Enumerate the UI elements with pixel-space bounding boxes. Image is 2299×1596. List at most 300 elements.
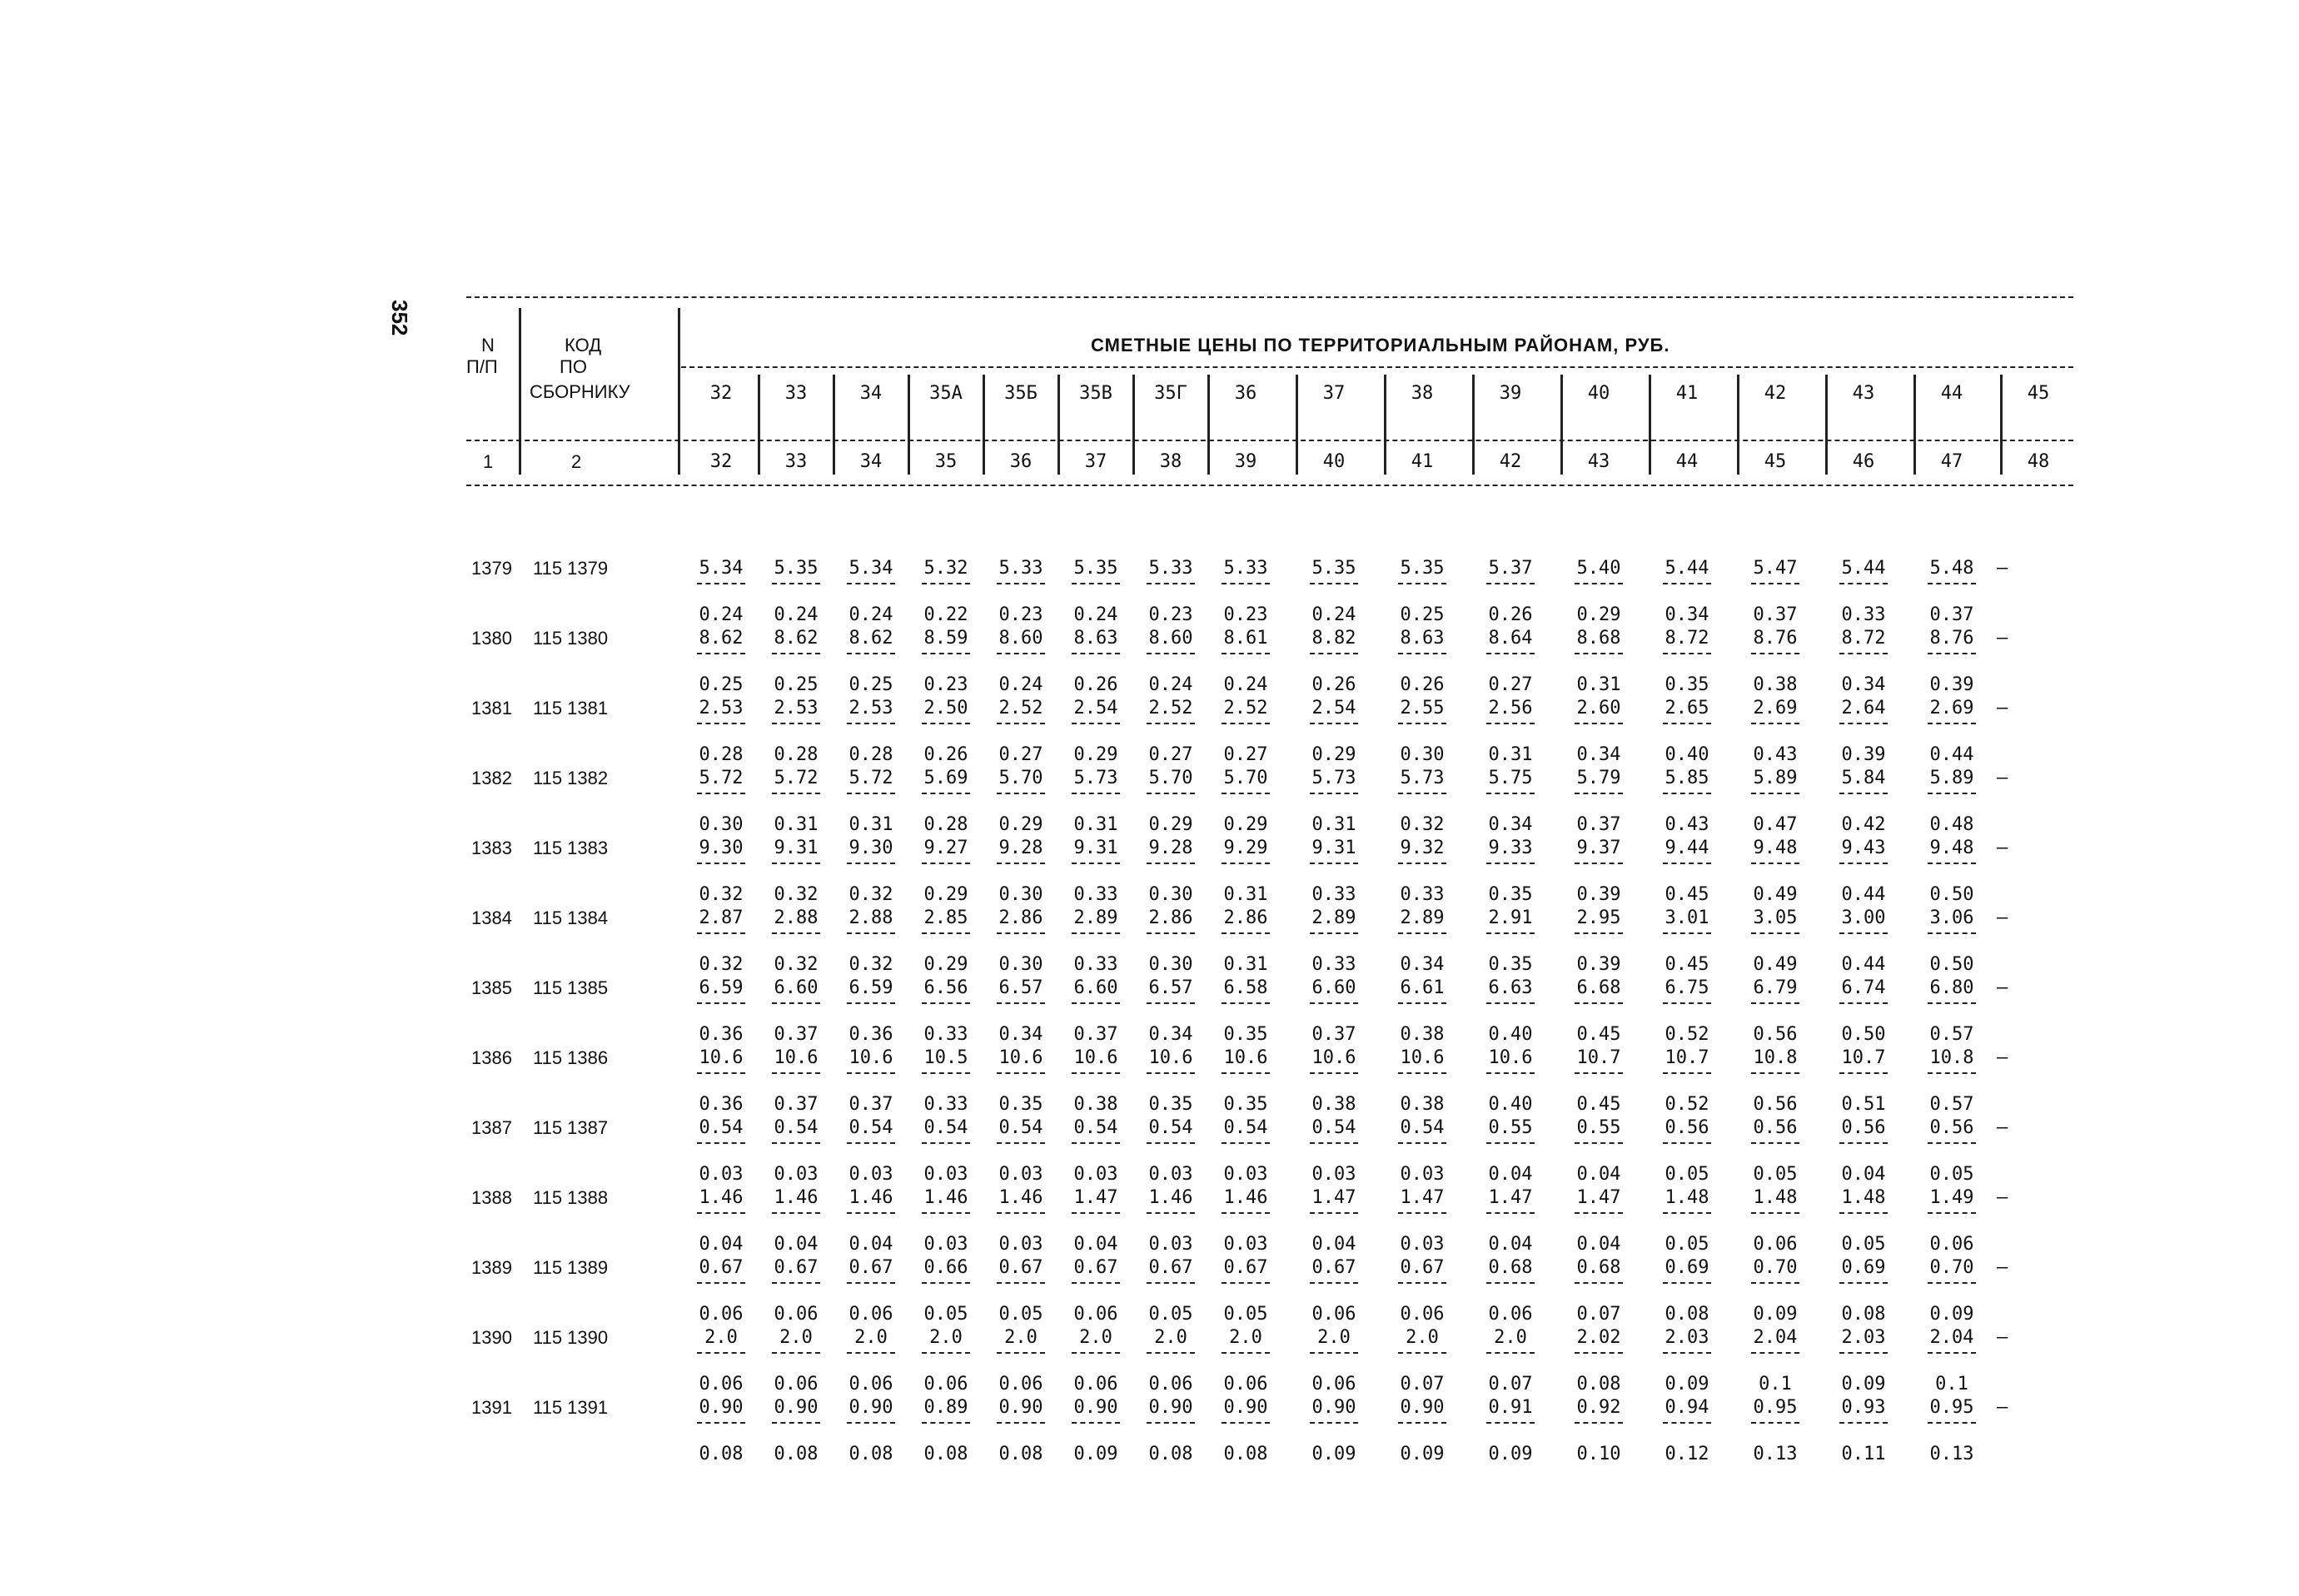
cell-value: 9.43 bbox=[1841, 838, 1886, 858]
cell-value-sub: 0.23 bbox=[923, 674, 968, 695]
cell-value-sub: 0.1 bbox=[1935, 1374, 1968, 1395]
fraction-bar bbox=[1839, 932, 1888, 934]
district-divider bbox=[1057, 375, 1060, 475]
fraction-bar bbox=[1751, 1002, 1799, 1004]
fraction-bar bbox=[1310, 1002, 1358, 1004]
cell-value: 5.34 bbox=[699, 558, 744, 579]
cell-value: 2.04 bbox=[1753, 1327, 1798, 1348]
cell-value-sub: 0.04 bbox=[1576, 1234, 1621, 1255]
cell-value: 10.6 bbox=[1311, 1047, 1356, 1068]
district-divider bbox=[1913, 375, 1916, 475]
cell-value: 0.56 bbox=[1665, 1117, 1709, 1138]
cell-value-sub: 0.29 bbox=[1148, 814, 1193, 835]
cell-value-sub: 0.06 bbox=[848, 1374, 893, 1395]
cell-value-sub: 0.48 bbox=[1929, 814, 1974, 835]
fraction-bar bbox=[1751, 1142, 1799, 1144]
district-header-9: 37 bbox=[1322, 383, 1346, 404]
fraction-bar bbox=[1222, 863, 1270, 864]
fraction-bar bbox=[922, 932, 970, 934]
cell-value: 0.54 bbox=[1223, 1117, 1268, 1138]
cell-value-sub: 0.08 bbox=[774, 1444, 819, 1464]
cell-value-sub: 0.03 bbox=[923, 1234, 968, 1255]
cell-value: 1.46 bbox=[1148, 1187, 1193, 1208]
cell-value-sub: 0.40 bbox=[1488, 1024, 1533, 1045]
fraction-bar bbox=[847, 793, 895, 794]
cell-value: 6.56 bbox=[923, 977, 968, 998]
fraction-bar bbox=[1072, 583, 1120, 584]
cell-value: 2.52 bbox=[998, 698, 1043, 718]
cell-value: 9.33 bbox=[1488, 838, 1533, 858]
cell-value-sub: 0.24 bbox=[1311, 604, 1356, 625]
fraction-bar bbox=[1663, 793, 1711, 794]
fraction-bar bbox=[1486, 1212, 1535, 1214]
page-number: 352 bbox=[387, 300, 412, 336]
cell-value: 5.70 bbox=[1148, 768, 1193, 788]
cell-value: 5.34 bbox=[848, 558, 893, 579]
cell-value-sub: 0.30 bbox=[1148, 884, 1193, 905]
cell-value: 2.95 bbox=[1576, 907, 1621, 928]
cell-value: 10.6 bbox=[998, 1047, 1043, 1068]
fraction-bar bbox=[697, 863, 745, 864]
fraction-bar bbox=[1928, 1212, 1976, 1214]
cell-value-sub: 0.36 bbox=[699, 1024, 744, 1045]
district-divider bbox=[2000, 375, 2003, 475]
cell-value-sub: 0.13 bbox=[1929, 1444, 1974, 1464]
cell-value-sub: 0.52 bbox=[1665, 1094, 1709, 1115]
cell-value: 6.80 bbox=[1929, 977, 1974, 998]
cell-value: 2.53 bbox=[774, 698, 819, 718]
fraction-bar bbox=[1751, 583, 1799, 584]
cell-value: 2.03 bbox=[1841, 1327, 1886, 1348]
empty-cell-dash: – bbox=[1997, 1327, 2008, 1348]
fraction-bar bbox=[1398, 1212, 1446, 1214]
fraction-bar bbox=[1310, 1282, 1358, 1284]
cell-value-sub: 0.35 bbox=[1665, 674, 1709, 695]
cell-value: 0.90 bbox=[1223, 1397, 1268, 1418]
cell-value: 0.67 bbox=[699, 1257, 744, 1278]
cell-value: 2.02 bbox=[1576, 1327, 1621, 1348]
fraction-bar bbox=[1147, 932, 1195, 934]
cell-value: 9.48 bbox=[1929, 838, 1974, 858]
cell-value-sub: 0.05 bbox=[1665, 1164, 1709, 1185]
fraction-bar bbox=[1928, 1072, 1976, 1074]
cell-value: 6.57 bbox=[1148, 977, 1193, 998]
cell-value: 1.46 bbox=[923, 1187, 968, 1208]
row-code: 115 1385 bbox=[533, 977, 609, 998]
fraction-bar bbox=[1147, 1352, 1195, 1354]
cell-value: 0.67 bbox=[774, 1257, 819, 1278]
fraction-bar bbox=[772, 1212, 820, 1214]
cell-value: 8.64 bbox=[1488, 628, 1533, 649]
cell-value: 9.31 bbox=[1073, 838, 1118, 858]
cell-value: 0.56 bbox=[1929, 1117, 1974, 1138]
fraction-bar bbox=[1839, 1002, 1888, 1004]
cell-value: 2.0 bbox=[1494, 1327, 1527, 1348]
fraction-bar bbox=[847, 1072, 895, 1074]
district-divider bbox=[1472, 375, 1475, 475]
cell-value: 6.58 bbox=[1223, 977, 1268, 998]
fraction-bar bbox=[1222, 1352, 1270, 1354]
cell-value: 2.0 bbox=[1004, 1327, 1038, 1348]
fraction-bar bbox=[1928, 583, 1976, 584]
cell-value: 5.89 bbox=[1929, 768, 1974, 788]
cell-value: 5.44 bbox=[1841, 558, 1886, 579]
row-code: 115 1379 bbox=[533, 558, 609, 579]
cell-value: 2.56 bbox=[1488, 698, 1533, 718]
district-divider bbox=[1737, 375, 1739, 475]
fraction-bar bbox=[1663, 1282, 1711, 1284]
cell-value-sub: 0.06 bbox=[1073, 1304, 1118, 1325]
cell-value: 9.31 bbox=[1311, 838, 1356, 858]
cell-value-sub: 0.50 bbox=[1929, 884, 1974, 905]
cell-value: 1.48 bbox=[1753, 1187, 1798, 1208]
col-code-heading: КОД bbox=[565, 335, 602, 355]
cell-value-sub: 0.03 bbox=[848, 1164, 893, 1185]
cell-value-sub: 0.35 bbox=[998, 1094, 1043, 1115]
fraction-bar bbox=[997, 1142, 1045, 1144]
fraction-bar bbox=[1928, 932, 1976, 934]
index-left-2: 2 bbox=[571, 451, 582, 472]
cell-value-sub: 0.05 bbox=[998, 1304, 1043, 1325]
cell-value-sub: 0.37 bbox=[1576, 814, 1621, 835]
cell-value-sub: 0.45 bbox=[1665, 954, 1709, 975]
cell-value-sub: 0.43 bbox=[1753, 744, 1798, 765]
cell-value-sub: 0.36 bbox=[848, 1024, 893, 1045]
cell-value-sub: 0.32 bbox=[774, 954, 819, 975]
fraction-bar bbox=[1839, 863, 1888, 864]
cell-value: 3.06 bbox=[1929, 907, 1974, 928]
cell-value-sub: 0.39 bbox=[1576, 954, 1621, 975]
cell-value: 1.48 bbox=[1841, 1187, 1886, 1208]
cell-value: 5.70 bbox=[998, 768, 1043, 788]
cell-value-sub: 0.08 bbox=[923, 1444, 968, 1464]
empty-cell-dash: – bbox=[1997, 768, 2008, 788]
cell-value: 0.70 bbox=[1753, 1257, 1798, 1278]
fraction-bar bbox=[1751, 1212, 1799, 1214]
cell-value-sub: 0.07 bbox=[1488, 1374, 1533, 1395]
cell-value-sub: 0.04 bbox=[1488, 1234, 1533, 1255]
cell-value: 0.94 bbox=[1665, 1397, 1709, 1418]
fraction-bar bbox=[1072, 1352, 1120, 1354]
cell-value-sub: 0.56 bbox=[1753, 1024, 1798, 1045]
cell-value: 2.04 bbox=[1929, 1327, 1974, 1348]
fraction-bar bbox=[697, 1072, 745, 1074]
fraction-bar bbox=[847, 1352, 895, 1354]
cell-value: 9.48 bbox=[1753, 838, 1798, 858]
cell-value-sub: 0.44 bbox=[1841, 884, 1886, 905]
cell-value: 5.79 bbox=[1576, 768, 1621, 788]
cell-value: 0.95 bbox=[1929, 1397, 1974, 1418]
fraction-bar bbox=[1839, 1072, 1888, 1074]
cell-value: 2.0 bbox=[929, 1327, 963, 1348]
cell-value: 5.72 bbox=[699, 768, 744, 788]
cell-value: 8.62 bbox=[699, 628, 744, 649]
cell-value-sub: 0.26 bbox=[923, 744, 968, 765]
district-header-5: 35Б bbox=[1004, 383, 1038, 404]
fraction-bar bbox=[1147, 1212, 1195, 1214]
fraction-bar bbox=[1751, 793, 1799, 794]
empty-cell-dash: – bbox=[1997, 1117, 2008, 1138]
cell-value-sub: 0.24 bbox=[1223, 674, 1268, 695]
fraction-bar bbox=[697, 1142, 745, 1144]
cell-value-sub: 0.40 bbox=[1488, 1094, 1533, 1115]
cell-value: 9.29 bbox=[1223, 838, 1268, 858]
cell-value: 5.73 bbox=[1311, 768, 1356, 788]
cell-value-sub: 0.23 bbox=[1148, 604, 1193, 625]
cell-value-sub: 0.24 bbox=[998, 674, 1043, 695]
cell-value: 9.31 bbox=[774, 838, 819, 858]
cell-value: 9.28 bbox=[998, 838, 1043, 858]
cell-value: 6.61 bbox=[1400, 977, 1445, 998]
header-bottom-rule bbox=[466, 485, 2073, 486]
empty-cell-dash: – bbox=[1997, 838, 2008, 858]
cell-value: 0.90 bbox=[774, 1397, 819, 1418]
cell-value: 2.03 bbox=[1665, 1327, 1709, 1348]
cell-value: 0.69 bbox=[1841, 1257, 1886, 1278]
cell-value-sub: 0.03 bbox=[1148, 1164, 1193, 1185]
cell-value: 2.50 bbox=[923, 698, 968, 718]
district-header-16: 44 bbox=[1940, 383, 1963, 404]
row-code: 115 1381 bbox=[533, 698, 609, 718]
cell-value-sub: 0.25 bbox=[699, 674, 744, 695]
fraction-bar bbox=[1663, 1002, 1711, 1004]
index-col-6: 37 bbox=[1084, 451, 1107, 472]
index-col-11: 42 bbox=[1499, 451, 1522, 472]
cell-value: 5.75 bbox=[1488, 768, 1533, 788]
cell-value: 1.46 bbox=[998, 1187, 1043, 1208]
fraction-bar bbox=[847, 723, 895, 724]
cell-value-sub: 0.09 bbox=[1841, 1374, 1886, 1395]
fraction-bar bbox=[772, 1422, 820, 1424]
cell-value-sub: 0.04 bbox=[1841, 1164, 1886, 1185]
fraction-bar bbox=[922, 863, 970, 864]
fraction-bar bbox=[1663, 1072, 1711, 1074]
cell-value: 2.89 bbox=[1073, 907, 1118, 928]
cell-value-sub: 0.06 bbox=[774, 1304, 819, 1325]
cell-value: 0.90 bbox=[699, 1397, 744, 1418]
cell-value: 0.54 bbox=[1311, 1117, 1356, 1138]
fraction-bar bbox=[1751, 653, 1799, 654]
cell-value-sub: 0.37 bbox=[1753, 604, 1798, 625]
cell-value-sub: 0.31 bbox=[1488, 744, 1533, 765]
fraction-bar bbox=[1222, 793, 1270, 794]
fraction-bar bbox=[1222, 723, 1270, 724]
cell-value: 0.90 bbox=[1311, 1397, 1356, 1418]
row-code: 115 1380 bbox=[533, 628, 609, 649]
fraction-bar bbox=[1398, 793, 1446, 794]
cell-value-sub: 0.34 bbox=[1665, 604, 1709, 625]
cell-value: 9.30 bbox=[848, 838, 893, 858]
header-mid-rule bbox=[681, 366, 2073, 368]
fraction-bar bbox=[1486, 932, 1535, 934]
cell-value-sub: 0.31 bbox=[1576, 674, 1621, 695]
fraction-bar bbox=[1310, 723, 1358, 724]
fraction-bar bbox=[1072, 932, 1120, 934]
fraction-bar bbox=[1222, 1072, 1270, 1074]
district-header-11: 39 bbox=[1499, 383, 1522, 404]
fraction-bar bbox=[1928, 723, 1976, 724]
cell-value: 0.91 bbox=[1488, 1397, 1533, 1418]
cell-value: 1.47 bbox=[1073, 1187, 1118, 1208]
index-col-14: 45 bbox=[1764, 451, 1787, 472]
cell-value: 5.48 bbox=[1929, 558, 1974, 579]
fraction-bar bbox=[1147, 863, 1195, 864]
cell-value: 2.0 bbox=[1154, 1327, 1187, 1348]
row-number: 1383 bbox=[471, 838, 512, 858]
cell-value: 1.47 bbox=[1488, 1187, 1533, 1208]
cell-value: 0.90 bbox=[1073, 1397, 1118, 1418]
row-number: 1388 bbox=[471, 1187, 512, 1208]
cell-value-sub: 0.03 bbox=[1311, 1164, 1356, 1185]
cell-value-sub: 0.03 bbox=[1223, 1234, 1268, 1255]
district-header-10: 38 bbox=[1411, 383, 1434, 404]
cell-value-sub: 0.24 bbox=[774, 604, 819, 625]
fraction-bar bbox=[1928, 1142, 1976, 1144]
cell-value-sub: 0.33 bbox=[1311, 954, 1356, 975]
cell-value-sub: 0.08 bbox=[699, 1444, 744, 1464]
cell-value-sub: 0.25 bbox=[1400, 604, 1445, 625]
cell-value-sub: 0.06 bbox=[923, 1374, 968, 1395]
cell-value-sub: 0.09 bbox=[1929, 1304, 1974, 1325]
cell-value-sub: 0.09 bbox=[1311, 1444, 1356, 1464]
fraction-bar bbox=[1839, 793, 1888, 794]
fraction-bar bbox=[922, 723, 970, 724]
fraction-bar bbox=[772, 793, 820, 794]
row-code: 115 1387 bbox=[533, 1117, 609, 1138]
cell-value: 2.88 bbox=[774, 907, 819, 928]
cell-value-sub: 0.29 bbox=[1223, 814, 1268, 835]
row-number: 1386 bbox=[471, 1047, 512, 1068]
fraction-bar bbox=[1575, 1142, 1623, 1144]
empty-cell-dash: – bbox=[1997, 698, 2008, 718]
cell-value: 5.35 bbox=[1073, 558, 1118, 579]
fraction-bar bbox=[1072, 1142, 1120, 1144]
cell-value-sub: 0.31 bbox=[1073, 814, 1118, 835]
index-col-2: 33 bbox=[784, 451, 808, 472]
cell-value: 8.76 bbox=[1929, 628, 1974, 649]
row-number: 1379 bbox=[471, 558, 512, 579]
cell-value-sub: 0.26 bbox=[1400, 674, 1445, 695]
fraction-bar bbox=[997, 1072, 1045, 1074]
cell-value: 0.67 bbox=[848, 1257, 893, 1278]
fraction-bar bbox=[922, 653, 970, 654]
fraction-bar bbox=[1486, 653, 1535, 654]
fraction-bar bbox=[1072, 1282, 1120, 1284]
cell-value: 6.68 bbox=[1576, 977, 1621, 998]
cell-value-sub: 0.34 bbox=[1841, 674, 1886, 695]
fraction-bar bbox=[1663, 932, 1711, 934]
cell-value-sub: 0.35 bbox=[1488, 884, 1533, 905]
fraction-bar bbox=[1928, 653, 1976, 654]
cell-value-sub: 0.32 bbox=[848, 954, 893, 975]
fraction-bar bbox=[1222, 1422, 1270, 1424]
cell-value-sub: 0.33 bbox=[1400, 884, 1445, 905]
fraction-bar bbox=[1928, 1282, 1976, 1284]
cell-value: 0.68 bbox=[1576, 1257, 1621, 1278]
cell-value-sub: 0.31 bbox=[1223, 954, 1268, 975]
cell-value-sub: 0.30 bbox=[1148, 954, 1193, 975]
cell-value-sub: 0.04 bbox=[848, 1234, 893, 1255]
cell-value: 1.47 bbox=[1576, 1187, 1621, 1208]
fraction-bar bbox=[772, 863, 820, 864]
cell-value-sub: 0.38 bbox=[1400, 1024, 1445, 1045]
cell-value-sub: 0.35 bbox=[1148, 1094, 1193, 1115]
fraction-bar bbox=[697, 932, 745, 934]
fraction-bar bbox=[1839, 723, 1888, 724]
cell-value-sub: 0.11 bbox=[1841, 1444, 1886, 1464]
fraction-bar bbox=[847, 863, 895, 864]
cell-value: 5.35 bbox=[1311, 558, 1356, 579]
cell-value: 2.0 bbox=[1406, 1327, 1439, 1348]
cell-value: 5.33 bbox=[998, 558, 1043, 579]
district-divider bbox=[1296, 375, 1298, 475]
table-title: СМЕТНЫЕ ЦЕНЫ ПО ТЕРРИТОРИАЛЬНЫМ РАЙОНАМ, РУБ. bbox=[1091, 335, 1670, 355]
fraction-bar bbox=[847, 932, 895, 934]
fraction-bar bbox=[1575, 583, 1623, 584]
cell-value-sub: 0.04 bbox=[1576, 1164, 1621, 1185]
district-header-15: 43 bbox=[1852, 383, 1875, 404]
fraction-bar bbox=[772, 1282, 820, 1284]
cell-value-sub: 0.08 bbox=[848, 1444, 893, 1464]
fraction-bar bbox=[1575, 1002, 1623, 1004]
cell-value-sub: 0.33 bbox=[1311, 884, 1356, 905]
cell-value: 2.0 bbox=[854, 1327, 888, 1348]
cell-value: 5.40 bbox=[1576, 558, 1621, 579]
fraction-bar bbox=[847, 1422, 895, 1424]
cell-value-sub: 0.04 bbox=[699, 1234, 744, 1255]
fraction-bar bbox=[1751, 723, 1799, 724]
fraction-bar bbox=[1575, 932, 1623, 934]
fraction-bar bbox=[1398, 1072, 1446, 1074]
cell-value-sub: 0.38 bbox=[1753, 674, 1798, 695]
row-number: 1385 bbox=[471, 977, 512, 998]
fraction-bar bbox=[1310, 1422, 1358, 1424]
cell-value: 0.54 bbox=[1400, 1117, 1445, 1138]
cell-value-sub: 0.05 bbox=[1665, 1234, 1709, 1255]
fraction-bar bbox=[1398, 583, 1446, 584]
cell-value-sub: 0.34 bbox=[1488, 814, 1533, 835]
cell-value: 2.55 bbox=[1400, 698, 1445, 718]
cell-value-sub: 0.31 bbox=[1223, 884, 1268, 905]
fraction-bar bbox=[1072, 863, 1120, 864]
index-col-9: 40 bbox=[1322, 451, 1346, 472]
fraction-bar bbox=[1398, 863, 1446, 864]
cell-value: 2.86 bbox=[1148, 907, 1193, 928]
row-code: 115 1386 bbox=[533, 1047, 609, 1068]
cell-value: 6.60 bbox=[774, 977, 819, 998]
cell-value: 2.52 bbox=[1223, 698, 1268, 718]
cell-value: 10.8 bbox=[1929, 1047, 1974, 1068]
cell-value-sub: 0.05 bbox=[1841, 1234, 1886, 1255]
cell-value-sub: 0.08 bbox=[1576, 1374, 1621, 1395]
district-divider bbox=[1560, 375, 1563, 475]
fraction-bar bbox=[1663, 1422, 1711, 1424]
index-col-15: 46 bbox=[1852, 451, 1875, 472]
fraction-bar bbox=[697, 653, 745, 654]
cell-value-sub: 0.06 bbox=[1223, 1374, 1268, 1395]
empty-cell-dash: – bbox=[1997, 1047, 2008, 1068]
cell-value-sub: 0.51 bbox=[1841, 1094, 1886, 1115]
cell-value-sub: 0.10 bbox=[1576, 1444, 1621, 1464]
cell-value-sub: 0.09 bbox=[1073, 1444, 1118, 1464]
cell-value: 5.73 bbox=[1073, 768, 1118, 788]
district-header-14: 42 bbox=[1764, 383, 1787, 404]
fraction-bar bbox=[1486, 1072, 1535, 1074]
fraction-bar bbox=[847, 1282, 895, 1284]
fraction-bar bbox=[1072, 723, 1120, 724]
cell-value: 2.64 bbox=[1841, 698, 1886, 718]
fraction-bar bbox=[922, 583, 970, 584]
